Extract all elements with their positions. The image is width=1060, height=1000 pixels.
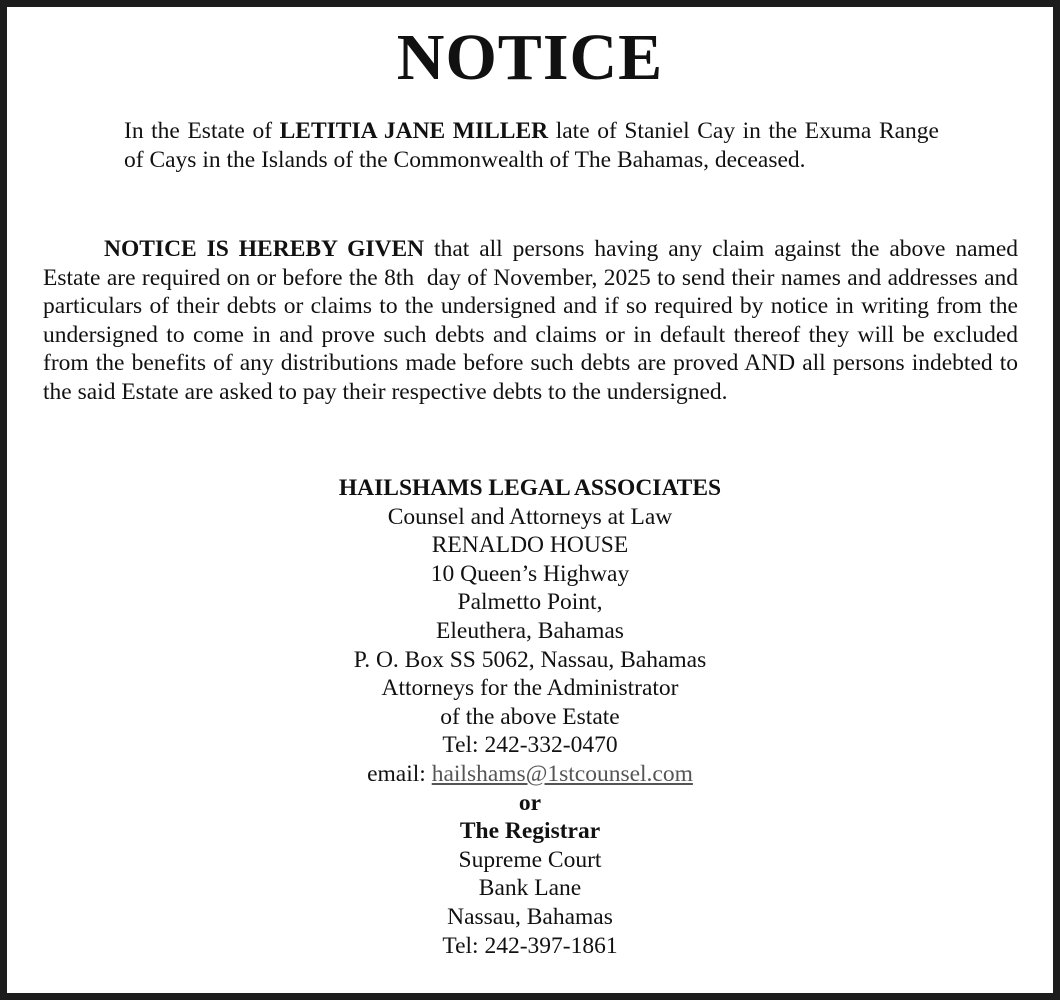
email-label: email: xyxy=(367,760,432,787)
claim-deadline-date: 8th day of November, 2025 xyxy=(384,264,651,291)
registrar-line: Bank Lane xyxy=(478,875,582,902)
registrar-line: Supreme Court xyxy=(458,846,602,873)
notice-title: NOTICE xyxy=(396,21,664,94)
registrar-line: Nassau, Bahamas xyxy=(447,903,613,930)
registrar-name: The Registrar xyxy=(459,818,601,845)
or-separator: or xyxy=(518,789,542,816)
notice-body-paragraph xyxy=(43,235,1018,407)
firm-name: HAILSHAMS LEGAL ASSOCIATES xyxy=(338,475,722,501)
email-link[interactable]: hailshams@1stcounsel.com xyxy=(431,760,693,787)
firm-line: P. O. Box SS 5062, Nassau, Bahamas xyxy=(353,646,707,673)
body-text-before-date: that all persons having any claim against the above named Estate are required on or before the xyxy=(43,236,1019,291)
firm-line: of the above Estate xyxy=(440,703,620,730)
contact-block xyxy=(7,474,1053,960)
firm-line: Palmetto Point, xyxy=(457,589,603,616)
registrar-phone: Tel: 242-397-1861 xyxy=(442,932,618,959)
firm-email-line xyxy=(7,760,1053,789)
notice-lead: NOTICE IS HEREBY GIVEN xyxy=(104,236,425,262)
firm-line: Eleuthera, Bahamas xyxy=(436,617,624,644)
firm-line: Attorneys for the Administrator xyxy=(381,675,679,702)
firm-line: RENALDO HOUSE xyxy=(431,532,629,559)
deceased-name: LETITIA JANE MILLER xyxy=(279,118,549,144)
estate-prefix: In the Estate of xyxy=(124,118,280,144)
firm-line: Counsel and Attorneys at Law xyxy=(387,503,673,530)
firm-phone: Tel: 242-332-0470 xyxy=(442,732,618,759)
firm-line: 10 Queen’s Highway xyxy=(430,560,630,587)
estate-suffix: late of Staniel Cay in the Exuma Range of Cays in the Islands of the Commonwealth of The Bahamas, deceased. xyxy=(124,118,939,173)
estate-paragraph xyxy=(124,117,939,175)
body-text-after-date: to send their names and addresses and particulars of their debts or claims to the undersigned and if so required by notice in writing from the undersigned to come in and prove such debts and claims or in default thereof they will be excluded from the benefits of any distributions made before such debts are proved AND all persons indebted to the said Estate are asked to pay their respective debts to the undersigned. xyxy=(43,264,1018,405)
